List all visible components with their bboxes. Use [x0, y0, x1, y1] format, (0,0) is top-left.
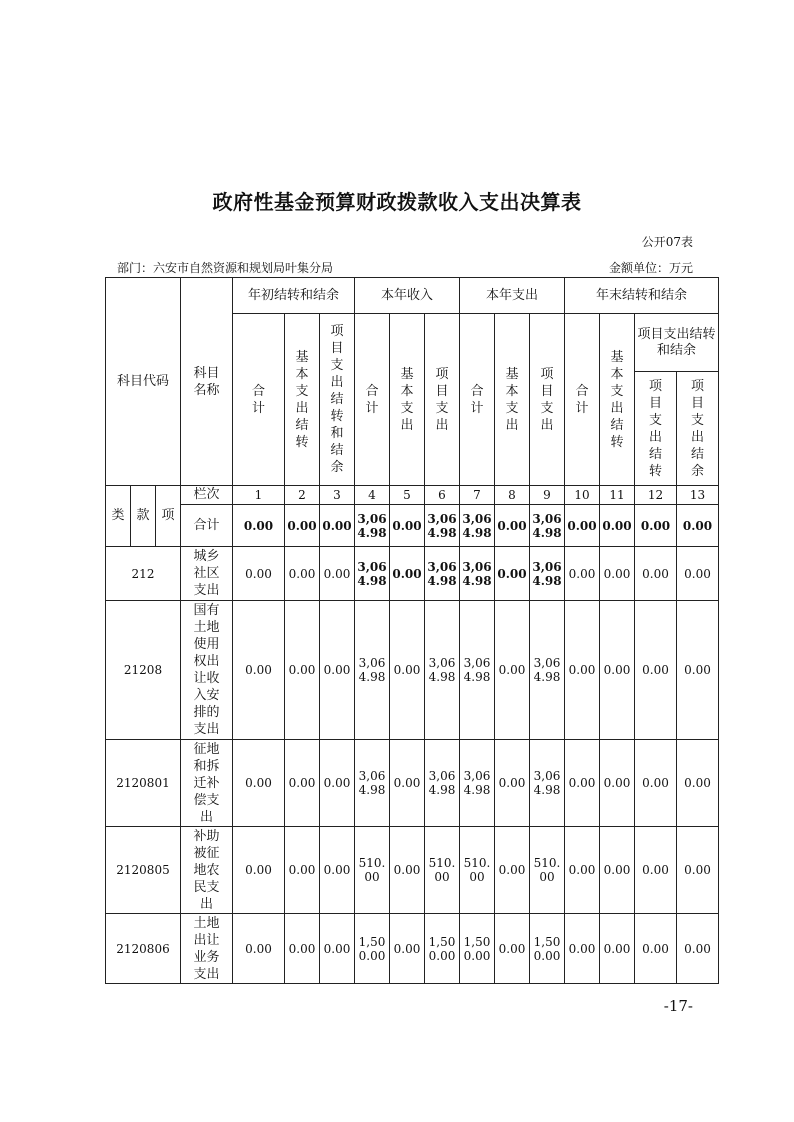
value-cell: 0.00	[600, 601, 635, 740]
subject-name: 国有土地使用权出让收入安排的支出	[181, 601, 233, 740]
value-cell: 510.00	[460, 827, 495, 914]
value-cell: 3,064.98	[355, 740, 390, 827]
value-cell: 0.00	[495, 601, 530, 740]
header-begin-total: 合计	[233, 314, 285, 486]
total-cell: 3,064.98	[530, 505, 565, 547]
department-label: 部门：六安市自然资源和规划局叶集分局	[117, 261, 334, 275]
value-cell: 0.00	[233, 914, 285, 984]
value-cell: 0.00	[635, 827, 677, 914]
value-cell: 0.00	[320, 601, 355, 740]
header-begin-project: 项目支出结转和结余	[320, 314, 355, 486]
header-expense: 本年支出	[460, 278, 565, 314]
value-cell: 510.00	[355, 827, 390, 914]
subject-name: 土地出让业务支出	[181, 914, 233, 984]
value-cell: 3,064.98	[460, 740, 495, 827]
header-expense-basic: 基本支出	[495, 314, 530, 486]
total-cell: 0.00	[320, 505, 355, 547]
total-label: 合计	[181, 505, 233, 547]
column-number: 11	[600, 486, 635, 505]
value-cell: 0.00	[600, 547, 635, 601]
total-cell: 0.00	[285, 505, 320, 547]
value-cell: 3,064.98	[530, 740, 565, 827]
value-cell: 0.00	[565, 740, 600, 827]
column-number: 3	[320, 486, 355, 505]
value-cell: 0.00	[495, 914, 530, 984]
page-title: 政府性基金预算财政拨款收入支出决算表	[212, 190, 582, 214]
value-cell: 0.00	[390, 827, 425, 914]
total-cell: 3,064.98	[425, 505, 460, 547]
value-cell: 0.00	[320, 547, 355, 601]
total-cell: 3,064.98	[460, 505, 495, 547]
value-cell: 0.00	[600, 827, 635, 914]
subject-code: 2120801	[106, 740, 181, 827]
total-cell: 0.00	[677, 505, 719, 547]
header-subject-code: 科目代码	[106, 278, 181, 486]
value-cell: 0.00	[285, 914, 320, 984]
value-cell: 3,064.98	[530, 547, 565, 601]
column-number: 13	[677, 486, 719, 505]
value-cell: 0.00	[390, 601, 425, 740]
header-income-basic: 基本支出	[390, 314, 425, 486]
budget-table	[105, 277, 719, 984]
value-cell: 0.00	[677, 547, 719, 601]
value-cell: 3,064.98	[355, 601, 390, 740]
value-cell: 0.00	[285, 827, 320, 914]
column-number: 12	[635, 486, 677, 505]
header-expense-project: 项目支出	[530, 314, 565, 486]
unit-label: 金额单位：万元	[608, 261, 693, 275]
value-cell: 510.00	[530, 827, 565, 914]
table-row	[106, 740, 719, 827]
subject-name: 城乡社区支出	[181, 547, 233, 601]
header-lei: 类	[106, 486, 131, 547]
value-cell: 1,500.00	[530, 914, 565, 984]
total-cell: 0.00	[233, 505, 285, 547]
value-cell: 0.00	[677, 827, 719, 914]
total-cell: 3,064.98	[355, 505, 390, 547]
value-cell: 0.00	[285, 740, 320, 827]
table-row	[106, 547, 719, 601]
column-number: 7	[460, 486, 495, 505]
table-row	[106, 601, 719, 740]
total-cell: 0.00	[565, 505, 600, 547]
value-cell: 0.00	[390, 914, 425, 984]
total-row	[106, 505, 719, 547]
value-cell: 0.00	[635, 740, 677, 827]
value-cell: 0.00	[233, 740, 285, 827]
total-cell: 0.00	[600, 505, 635, 547]
subject-name: 补助被征地农民支出	[181, 827, 233, 914]
header-end-total: 合计	[565, 314, 600, 486]
value-cell: 0.00	[233, 601, 285, 740]
subject-code: 212	[106, 547, 181, 601]
header-xiang: 项	[156, 486, 181, 547]
value-cell: 0.00	[233, 827, 285, 914]
form-number: 公开07表	[641, 235, 693, 249]
column-number: 1	[233, 486, 285, 505]
value-cell: 510.00	[425, 827, 460, 914]
value-cell: 0.00	[565, 914, 600, 984]
header-income-project: 项目支出	[425, 314, 460, 486]
value-cell: 1,500.00	[425, 914, 460, 984]
value-cell: 0.00	[565, 547, 600, 601]
value-cell: 0.00	[495, 547, 530, 601]
header-begin-basic: 基本支出结转	[285, 314, 320, 486]
column-number: 8	[495, 486, 530, 505]
header-income: 本年收入	[355, 278, 460, 314]
value-cell: 0.00	[565, 827, 600, 914]
total-cell: 0.00	[390, 505, 425, 547]
value-cell: 3,064.98	[425, 601, 460, 740]
column-number: 5	[390, 486, 425, 505]
header-subject-name: 科目名称	[181, 278, 233, 486]
subject-code: 2120806	[106, 914, 181, 984]
header-end-project-carryover: 项目支出结转	[635, 372, 677, 486]
value-cell: 0.00	[635, 601, 677, 740]
value-cell: 0.00	[320, 914, 355, 984]
value-cell: 0.00	[285, 547, 320, 601]
value-cell: 0.00	[677, 601, 719, 740]
header-begin-balance: 年初结转和结余	[233, 278, 355, 314]
column-number: 4	[355, 486, 390, 505]
value-cell: 0.00	[635, 547, 677, 601]
value-cell: 0.00	[320, 827, 355, 914]
table-row	[106, 827, 719, 914]
value-cell: 1,500.00	[460, 914, 495, 984]
column-number: 2	[285, 486, 320, 505]
value-cell: 0.00	[495, 740, 530, 827]
header-end-project-balance: 项目支出结余	[677, 372, 719, 486]
total-cell: 0.00	[495, 505, 530, 547]
column-label: 栏次	[181, 486, 233, 505]
subject-code: 21208	[106, 601, 181, 740]
value-cell: 3,064.98	[460, 601, 495, 740]
header-end-project: 项目支出结转和结余	[635, 314, 719, 372]
value-cell: 0.00	[285, 601, 320, 740]
value-cell: 0.00	[600, 740, 635, 827]
value-cell: 0.00	[677, 914, 719, 984]
header-expense-total: 合计	[460, 314, 495, 486]
subject-name: 征地和拆迁补偿支出	[181, 740, 233, 827]
subject-code: 2120805	[106, 827, 181, 914]
total-cell: 0.00	[635, 505, 677, 547]
value-cell: 3,064.98	[530, 601, 565, 740]
page-number: -17-	[663, 997, 693, 1015]
value-cell: 0.00	[565, 601, 600, 740]
column-number: 6	[425, 486, 460, 505]
value-cell: 0.00	[233, 547, 285, 601]
value-cell: 0.00	[390, 547, 425, 601]
value-cell: 1,500.00	[355, 914, 390, 984]
column-number: 9	[530, 486, 565, 505]
value-cell: 3,064.98	[425, 740, 460, 827]
header-kuan: 款	[131, 486, 156, 547]
value-cell: 0.00	[635, 914, 677, 984]
column-number: 10	[565, 486, 600, 505]
value-cell: 3,064.98	[355, 547, 390, 601]
header-income-total: 合计	[355, 314, 390, 486]
table-row	[106, 914, 719, 984]
header-end-basic: 基本支出结转	[600, 314, 635, 486]
header-end-balance: 年末结转和结余	[565, 278, 719, 314]
value-cell: 0.00	[390, 740, 425, 827]
value-cell: 3,064.98	[425, 547, 460, 601]
value-cell: 0.00	[677, 740, 719, 827]
value-cell: 0.00	[495, 827, 530, 914]
value-cell: 0.00	[320, 740, 355, 827]
value-cell: 0.00	[600, 914, 635, 984]
value-cell: 3,064.98	[460, 547, 495, 601]
